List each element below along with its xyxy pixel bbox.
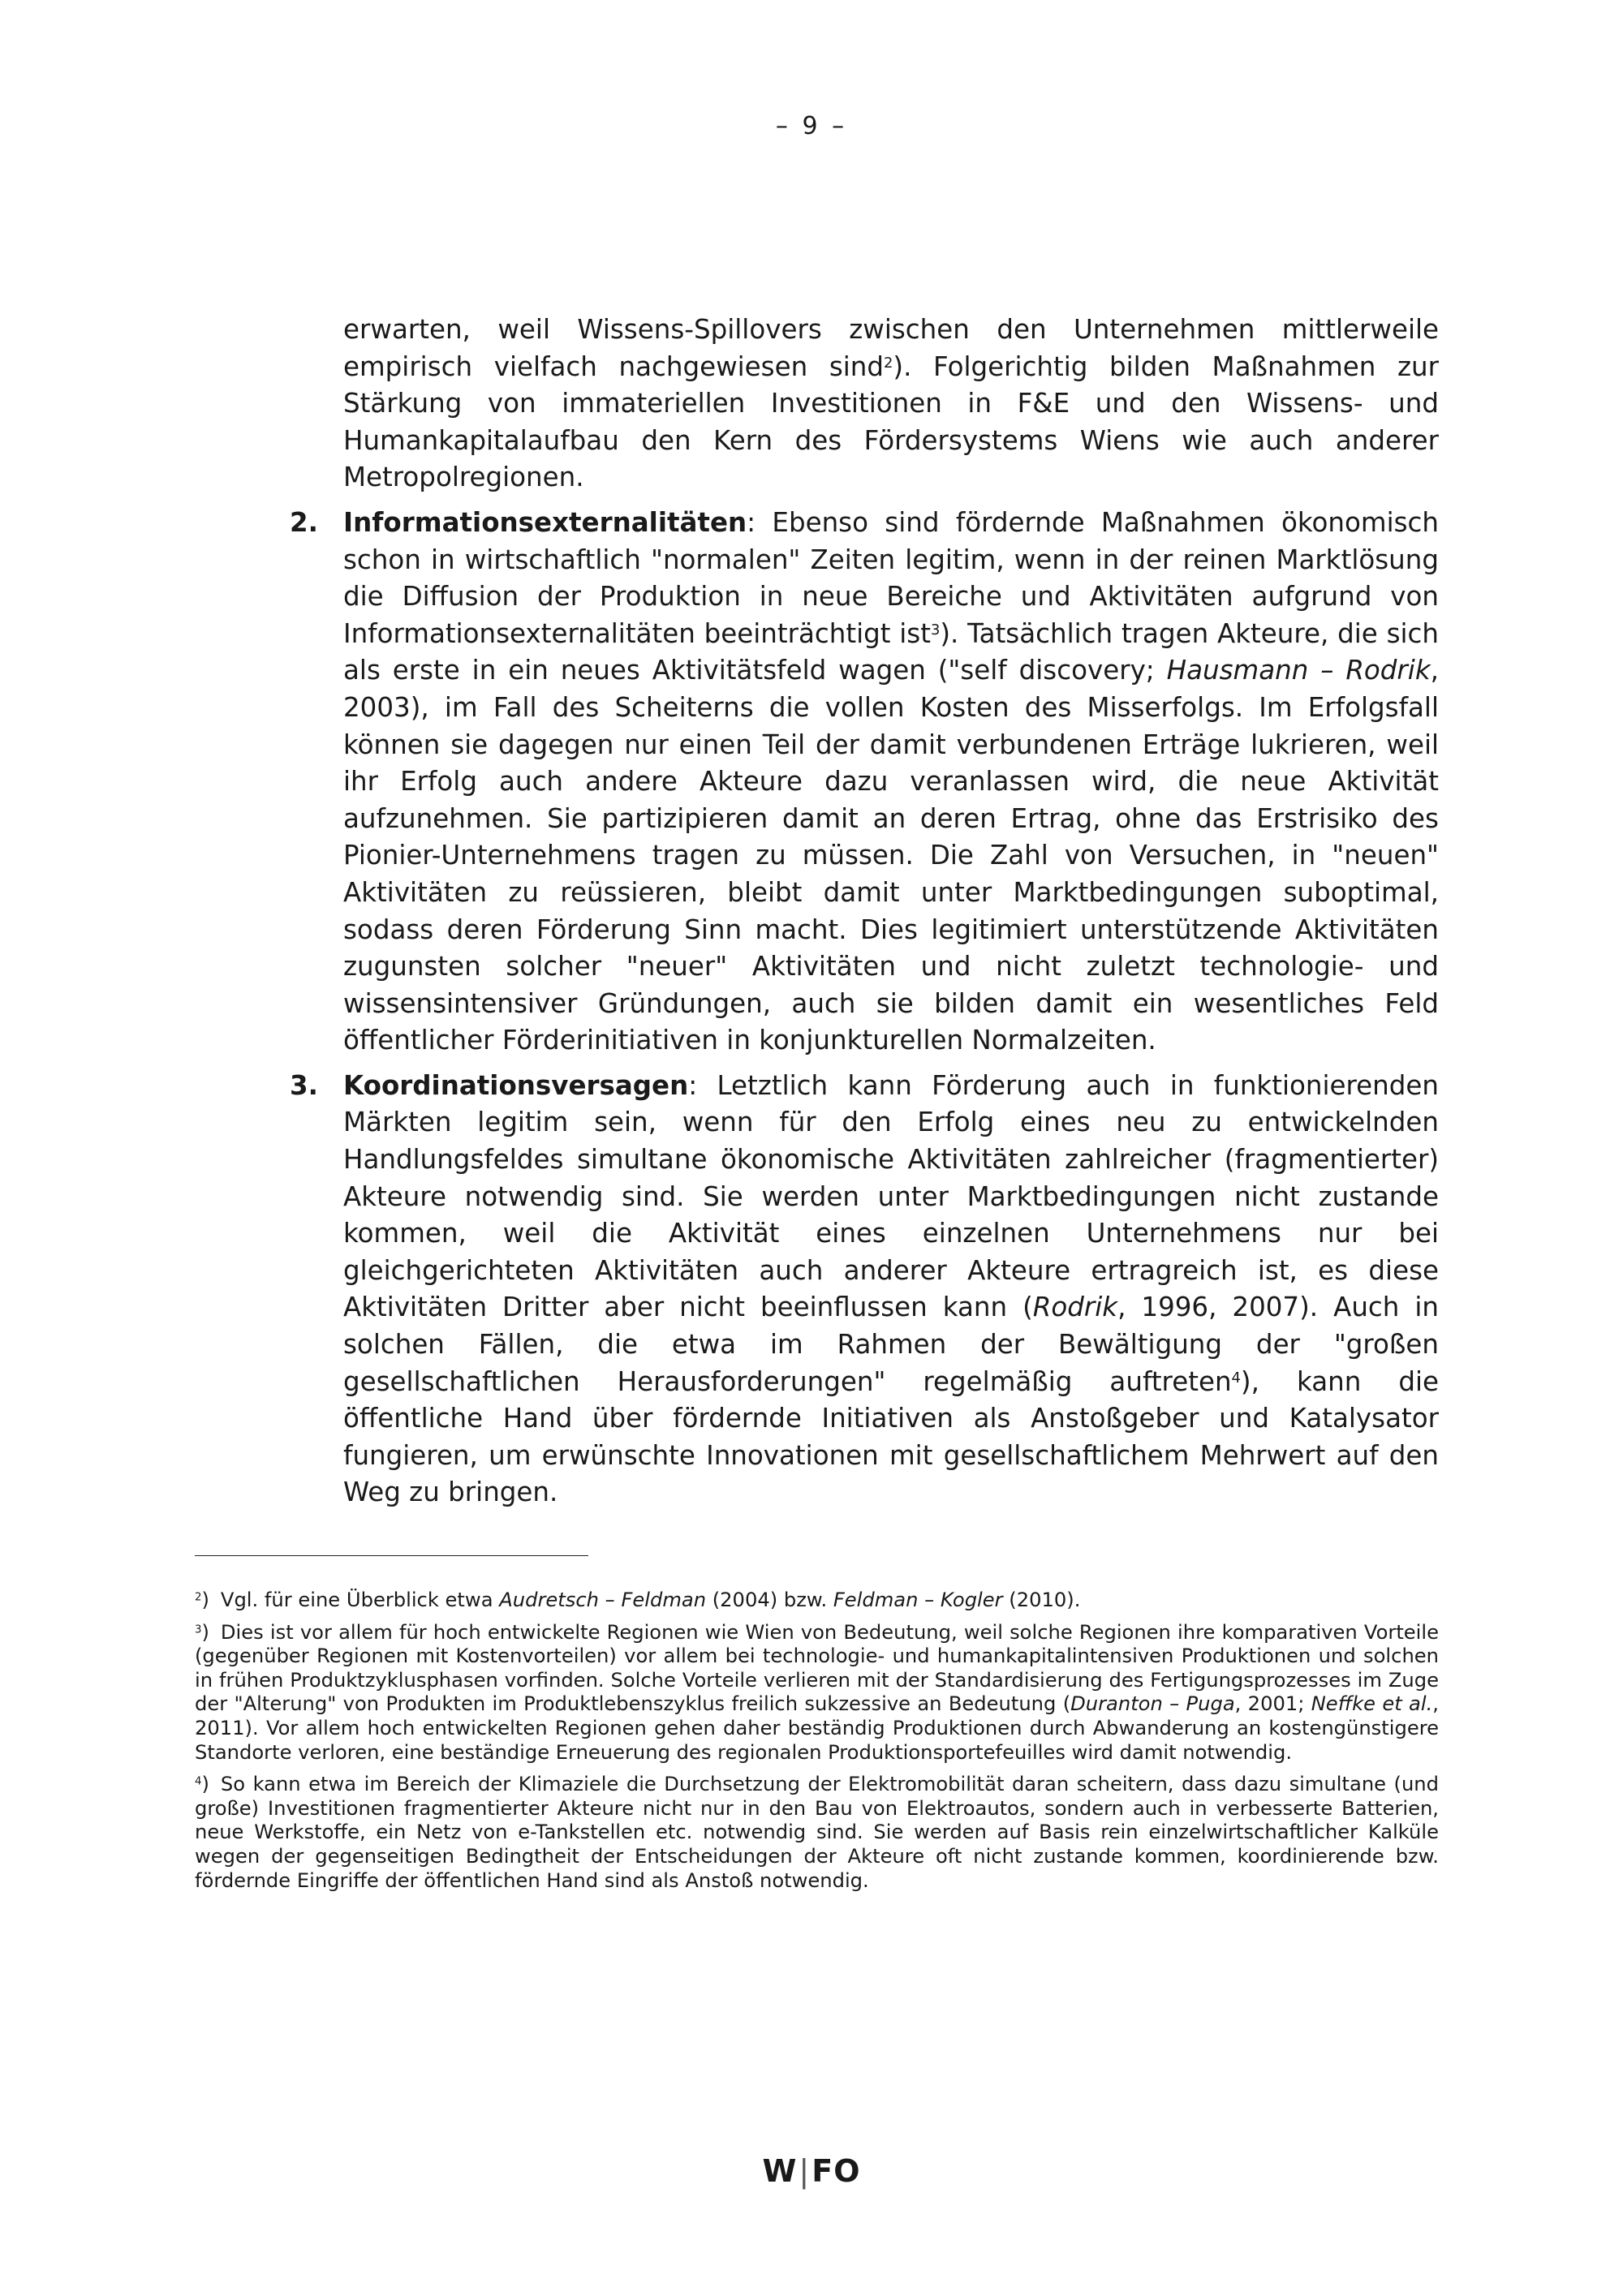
footnote-ref[interactable]: 4: [1231, 1369, 1241, 1387]
footnote-2: [195, 1589, 1439, 1613]
text-run: , 2001;: [1234, 1692, 1311, 1716]
footnote-separator: [195, 1555, 588, 1556]
footnote-marker: 3: [195, 1623, 202, 1636]
term-heading: Informationsexternalitäten: [343, 506, 747, 538]
body-text: [290, 312, 1440, 1511]
footnote-paren: ): [201, 1589, 209, 1611]
wifo-logo: [0, 2153, 1623, 2189]
text-run: , 2011). Vor allem hoch entwickelten Regionen gehen daher beständig Produktionen durch Abwanderung an kostengünstigere Standorte verloren, eine beständige Erneuerung des regionalen Produktionsportefeuilles wird damit notwendig.: [195, 1692, 1439, 1764]
term-heading: Koordinationsversagen: [343, 1069, 689, 1101]
text-run: ). Folgerichtig bilden Maßnahmen zur Stärkung von immateriellen Investitionen in F&E und den Wissens- und Humankapitalaufbau den Kern des Fördersystems Wiens wie auch anderer Metropolregionen.: [343, 350, 1439, 493]
text-run: (2004) bzw.: [706, 1589, 833, 1611]
citation-author: Audretsch – Feldman: [499, 1589, 707, 1611]
citation-author: Rodrik: [1032, 1292, 1118, 1323]
text-run: Dies ist vor allem für hoch entwickelte Regionen wie Wien von Bedeutung, weil solche Regionen ihre komparativen Vorteile (gegenüber Regionen mit Kostenvorteilen) vor allem bei technologie- und humankapitalintensiven Produktionen und solchen in frühen Produktzyklusphasen vorfinden. Solche Vorteile verlieren mit der Standardisierung des Fertigungsprozesses im Zuge der "Alterung" von Produkten im Produktlebenszyklus freilich sukzessive an Bedeutung (: [195, 1620, 1439, 1716]
text-run: , 2003), im Fall des Scheiterns die vollen Kosten des Misserfolgs. Im Erfolgsfall können sie dagegen nur einen Teil der damit verbundenen Erträge lukrieren, weil ihr Erfolg auch andere Akteure dazu veranlassen wird, die neue Aktivität aufzunehmen. Sie partizipieren damit an deren Ertrag, ohne das Erstrisiko des Pionier-Unternehmens tragen zu müssen. Die Zahl von Versuchen, in "neuen" Aktivitäten zu reüssieren, bleibt damit unter Marktbedingungen suboptimal, sodass deren Förderung Sinn macht. Dies legitimiert unterstützende Aktivitäten zugunsten solcher "neuer" Aktivitäten und nicht zuletzt technologie- und wissensintensiver Gründungen, auch sie bilden damit ein wesentliches Feld öffentlicher Förderinitiativen in konjunkturellen Normalzeiten.: [343, 655, 1439, 1056]
footnote-3: [195, 1621, 1439, 1765]
citation-author: Neffke et al.: [1311, 1692, 1433, 1716]
footnote-marker: 4: [195, 1775, 202, 1788]
text-run: Vgl. für eine Überblick etwa: [220, 1589, 500, 1611]
list-item-informationsexternalitaeten: [290, 505, 1440, 1060]
text-run: erwarten, weil Wissens-Spillovers zwischen den Unternehmen mittlerweile empirisch vielfach nachgewiesen sind: [343, 314, 1439, 382]
footnote-marker: 2: [195, 1591, 202, 1604]
footnote-paren: ): [201, 1620, 209, 1644]
text-run: : Letztlich kann Förderung auch in funktionierenden Märkten legitim sein, wenn für den Erfolg eines neu zu entwickelnden Handlungsfeldes simultane ökonomische Aktivitäten zahlreicher (fragmentierter) Akteure notwendig sind. Sie werden unter Marktbedingungen nicht zustande kommen, weil die Aktivität eines einzelnen Unternehmens nur bei gleichgerichteten Aktivitäten auch anderer Akteure ertragreich ist, es diese Aktivitäten Dritter aber nicht beeinflussen kann (: [343, 1069, 1439, 1323]
text-run: (2010).: [1002, 1589, 1081, 1611]
logo-separator: |: [799, 2153, 811, 2189]
logo-letter: F: [812, 2153, 834, 2189]
text-run: : Ebenso sind fördernde Maßnahmen ökonomisch schon in wirtschaftlich "normalen" Zeiten legitim, wenn in der reinen Marktlösung die Diffusion der Produktion in neue Bereiche und Aktivitäten aufgrund von Informationsexternalitäten beeinträchtigt ist: [343, 506, 1439, 649]
text-run: , 1996, 2007). Auch in solchen Fällen, die etwa im Rahmen der Bewältigung der "großen gesellschaftlichen Herausforderungen" regelmäßig auftreten: [343, 1292, 1439, 1397]
list-number: 3.: [290, 1069, 318, 1101]
footnote-paren: ): [201, 1773, 209, 1796]
citation-author: Hausmann – Rodrik: [1166, 655, 1431, 686]
footnotes: [195, 1589, 1439, 1901]
list-item-text: [343, 1068, 1439, 1511]
text-run: So kann etwa im Bereich der Klimaziele die Durchsetzung der Elektromobilität daran scheitern, dass dazu simultane (und große) Investitionen fragmentierter Akteure nicht nur in den Bau von Elektroautos, sondern auch in verbesserte Batterien, neue Werkstoffe, ein Netz von e-Tankstellen etc. notwendig sind. Sie werden auf Basis rein einzelwirtschaftlicher Kalküle wegen der gegenseitigen Bedingtheit der Entscheidungen der Akteure oft nicht zustande kommen, koordinierende bzw. fördernde Eingriffe der öffentlichen Hand sind als Anstoß notwendig.: [195, 1773, 1439, 1892]
footnote-4: [195, 1773, 1439, 1893]
logo-letter: O: [833, 2153, 861, 2189]
citation-author: Feldman – Kogler: [833, 1589, 1003, 1611]
logo-letter: W: [762, 2153, 798, 2189]
list-item-text: [343, 505, 1439, 1060]
intro-paragraph: [343, 312, 1439, 497]
footnote-ref[interactable]: 2: [884, 354, 893, 372]
footnote-ref[interactable]: 3: [931, 621, 941, 638]
text-run: ). Tatsächlich tragen Akteure, die sich als erste in ein neues Aktivitätsfeld wagen ("self discovery;: [343, 617, 1440, 686]
page-number: – 9 –: [775, 112, 848, 140]
text-run: ), kann die öffentliche Hand über fördernde Initiativen als Anstoßgeber und Katalysator fungieren, um erwünschte Innovationen mit gesellschaftlichem Mehrwert auf den Weg zu bringen.: [343, 1365, 1439, 1508]
list-item-koordinationsversagen: [290, 1068, 1439, 1511]
list-number: 2.: [290, 506, 318, 538]
citation-author: Duranton – Puga: [1070, 1692, 1235, 1716]
